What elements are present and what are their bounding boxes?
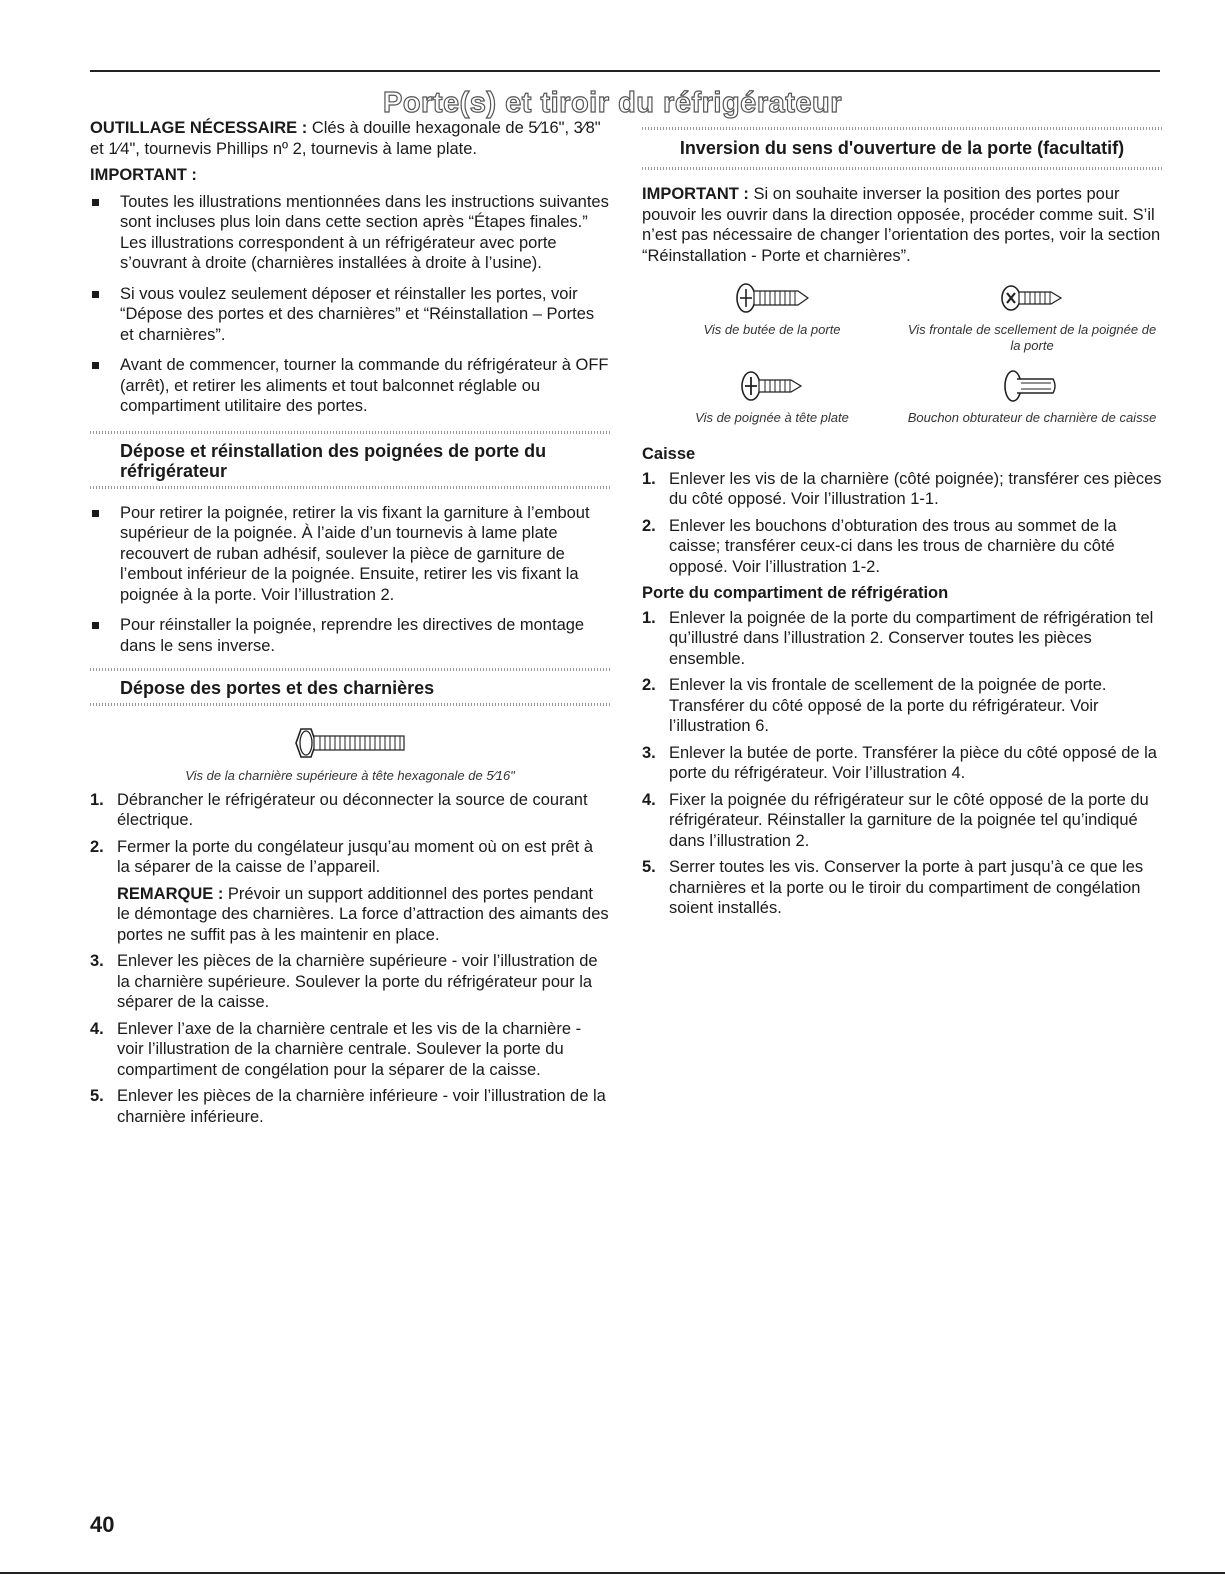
list-item: Avant de commencer, tourner la commande du réfrigérateur à OFF (arrêt), et retirer les aliments et tout balconnet réglable ou compartiment utilitaire des portes. (90, 355, 610, 417)
bullet-square-icon (92, 510, 99, 517)
list-item: 4. Fixer la poignée du réfrigérateur sur le côté opposé de la porte du réfrigérateur. Réinstaller la garniture de la poignée tel qu’indiqué dans l’illustration 2. (642, 790, 1149, 850)
bullet-square-icon (92, 291, 99, 298)
section-divider (90, 703, 610, 706)
caisse-heading: Caisse (642, 445, 696, 463)
bullet-square-icon (92, 199, 99, 206)
list-item: 2. Enlever la vis frontale de scellement de la poignée de porte. Transférer du côté opposé de la porte du réfrigérateur. Voir l’illustration 6. (642, 676, 1107, 735)
list-item: 3. Enlever la butée de porte. Transférer la pièce du côté opposé de la porte du réfrigérateur. Voir l’illustration 4. (642, 743, 1157, 782)
tools-text: Clés à douille hexagonale de 5⁄16", 3⁄8" et 1⁄4", tournevis Phillips nº 2, tournevis à lame plate. (90, 119, 601, 158)
section-divider (642, 167, 1162, 170)
torx-screw-icon (997, 280, 1067, 316)
list-item: 2. Fermer la porte du congélateur jusqu’au moment où on est prêt à la séparer de la caisse de l’appareil. (90, 837, 594, 876)
screw-caption: Bouchon obturateur de charnière de caisse (907, 410, 1157, 425)
plug-icon (997, 368, 1067, 404)
list-item: Si vous voulez seulement déposer et réinstaller les portes, voir “Dépose des portes et des charnières” et “Réinstallation – Portes et charnières”. (90, 284, 610, 346)
important-label: IMPORTANT : (90, 166, 197, 184)
screw-figures (642, 280, 1162, 440)
important-label: IMPORTANT : (642, 185, 749, 203)
reverse-door-heading: Inversion du sens d'ouverture de la porte (facultatif) (679, 138, 1125, 158)
list-item: Pour retirer la poignée, retirer la vis fixant la garniture à l’embout supérieur de la poignée. À l’aide d’un tournevis à lame plate recouvert de ruban adhésif, soulever la pièce de garniture de l’embout inférieur de la poignée. Ensuite, retirer les vis fixant la poignée à la porte. Voir l’illustration 2. (90, 503, 610, 606)
list-item: 1. Enlever la poignée de la porte du compartiment de réfrigération tel qu’illustré dans l’illustration 2. Conserver toutes les pièces ensemble. (642, 608, 1154, 668)
flat-head-screw-icon (737, 368, 807, 404)
door-stop-screw-figure (642, 280, 902, 354)
list-item: Pour réinstaller la poignée, reprendre les directives de montage dans le sens inverse. (90, 615, 610, 656)
page-number: 40 (90, 1512, 115, 1537)
tools-label: OUTILLAGE NÉCESSAIRE : (90, 119, 308, 137)
remark-paragraph: REMARQUE : Prévoir un support additionnel des portes pendant le démontage des charnières. La force d’attraction des aimants des portes ne suffit pas à les maintenir en place. (117, 884, 609, 944)
hex-screw-caption: Vis de la charnière supérieure à tête hexagonale de 5⁄16" (185, 767, 515, 783)
list-item: 5. Enlever les pièces de la charnière inférieure - voir l’illustration de la charnière inférieure. (90, 1087, 606, 1126)
handles-heading: Dépose et réinstallation des poignées de porte du réfrigérateur (120, 440, 547, 481)
reverse-important-paragraph: IMPORTANT : Si on souhaite inverser la position des portes pour pouvoir les ouvrir dans la direction opposée, procéder comme suit. S’il n’est pas nécessaire de changer l’orientation des portes, voir la section “Réinstallation - Porte et charnières”. (642, 185, 1161, 265)
tools-paragraph (90, 118, 610, 159)
screw-caption: Vis frontale de scellement de la poignée de la porte (907, 322, 1157, 353)
section-divider (642, 127, 1162, 130)
screw-caption: Vis de poignée à tête plate (695, 410, 849, 425)
hinge-plug-figure (902, 368, 1162, 426)
list-item: 4. Enlever l’axe de la charnière centrale et les vis de la charnière - voir l’illustration de la charnière centrale. Soulever la porte du compartiment de congélation pour la séparer de la caisse. (90, 1019, 582, 1079)
section-divider (90, 431, 610, 434)
page-title: Porte(s) et tiroir du réfrigérateur (382, 87, 843, 119)
screw-caption: Vis de butée de la porte (703, 322, 841, 337)
phillips-screw-icon (732, 280, 812, 316)
bottom-rule (0, 1572, 1225, 1574)
left-column (90, 118, 610, 1133)
list-item: 3. Enlever les pièces de la charnière supérieure - voir l’illustration de la charnière supérieure. Soulever la porte du réfrigérateur pour la séparer de la caisse. (90, 952, 598, 1011)
list-item: 1. Débrancher le réfrigérateur ou déconnecter la source de courant électrique. (90, 790, 588, 829)
hex-hinge-screw-figure (90, 724, 610, 784)
right-column (642, 127, 1162, 925)
handle-seal-screw-figure (902, 280, 1162, 354)
list-item: Toutes les illustrations mentionnées dans les instructions suivantes sont incluses plus loin dans cette section après “Étapes finales.” Les illustrations correspondent à un réfrigérateur avec porte s’ouvrant à droite (charnières installées à droite à l’usine). (90, 192, 610, 274)
remark-label: REMARQUE : (117, 884, 224, 903)
section-divider (90, 486, 610, 489)
hex-head-screw-icon (290, 724, 410, 762)
doors-heading: Dépose des portes et des charnières (120, 678, 435, 698)
bullet-square-icon (92, 622, 99, 629)
top-rule (90, 70, 1160, 72)
fridge-door-heading: Porte du compartiment de réfrigération (642, 584, 949, 602)
list-item: 2. Enlever les bouchons d’obturation des trous au sommet de la caisse; transférer ceux-ci dans les trous de charnière du côté opposé. Voir l’illustration 1-2. (642, 516, 1117, 576)
section-divider (90, 668, 610, 671)
list-item: 1. Enlever les vis de la charnière (côté poignée); transférer ces pièces du côté opposé. Voir l’illustration 1-1. (642, 469, 1162, 508)
flat-head-screw-figure (642, 368, 902, 426)
bullet-square-icon (92, 362, 99, 369)
list-item: 5. Serrer toutes les vis. Conserver la porte à part jusqu’à ce que les charnières et la porte ou le tiroir du compartiment de congélation soient installés. (642, 858, 1144, 917)
